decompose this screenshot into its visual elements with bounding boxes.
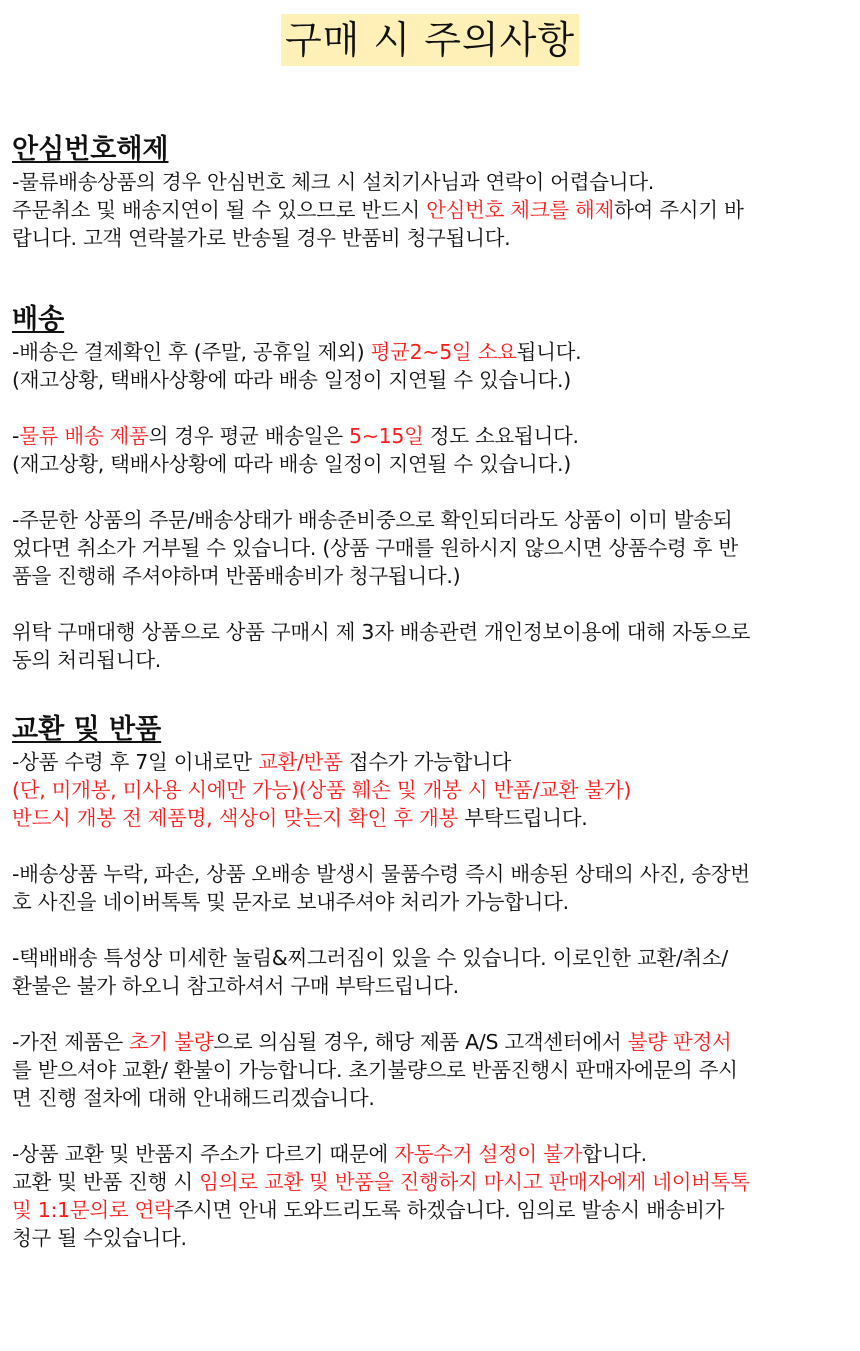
shipping-line-7: 품을 진행해 주셔야하며 반품배송비가 청구됩니다.) [12,564,461,588]
exchange-line-1 [12,748,750,776]
exchange-line-6: -택배배송 특성상 미세한 눌림&찌그러짐이 있을 수 있습니다. 이로인한 교환/취소/ [12,946,729,970]
highlight-text: 반드시 개봉 전 제품명, 색상이 맞는지 확인 후 개봉 [12,806,459,830]
highlight-text: 임의로 교환 및 반품을 진행하지 마시고 판매자에게 네이버톡톡 [199,1170,750,1194]
shipping-line-5: -주문한 상품의 주문/배송상태가 배송준비중으로 확인되더라도 상품이 이미 발송되 [12,508,733,532]
safe-number-line-2 [12,196,744,224]
section-heading-exchange: 교환 및 반품 [12,714,162,745]
text: 주문취소 및 배송지연이 될 수 있으므로 반드시 [12,198,427,222]
section-exchange [12,712,750,1252]
section-heading-safe-number: 안심번호해제 [12,134,169,165]
text: 정도 소요됩니다. [423,424,579,448]
exchange-line-14: 청구 될 수있습니다. [12,1226,187,1250]
section-safe-number [12,132,744,252]
section-heading-shipping: 배송 [12,304,65,335]
shipping-line-6: 었다면 취소가 거부될 수 있습니다. (상품 구매를 원하시지 않으시면 상품수령 후 반 [12,536,738,560]
text: -가전 제품은 [12,1030,130,1054]
exchange-line-10: 면 진행 절차에 대해 안내해드리겠습니다. [12,1086,375,1110]
section-shipping [12,302,750,674]
highlight-text: 자동수거 설정이 불가 [394,1142,583,1166]
text: -배송은 결제확인 후 (주말, 공휴일 제외) [12,340,371,364]
highlight-text: 교환/반품 [257,750,343,774]
text: -상품 수령 후 7일 이내로만 [12,750,258,774]
highlight-text: 초기 불량 [129,1030,214,1054]
highlight-text: 5~15일 [348,424,424,448]
shipping-line-9: 동의 처리됩니다. [12,648,161,672]
safe-number-line-1: -물류배송상품의 경우 안심번호 체크 시 설치기사님과 연락이 어렵습니다. [12,170,654,194]
highlight-text: 불량 판정서 [627,1030,732,1054]
text: 하여 주시기 바 [614,198,744,222]
text: -상품 교환 및 반품지 주소가 다르기 때문에 [12,1142,395,1166]
safe-number-line-3: 랍니다. 고객 연락불가로 반송될 경우 반품비 청구됩니다. [12,226,511,250]
exchange-line-12 [12,1168,750,1196]
shipping-line-1 [12,338,750,366]
text: 됩니다. [516,340,582,364]
text: - [12,424,20,448]
text: 접수가 가능합니다 [342,750,512,774]
exchange-line-9: 를 받으셔야 교환/ 환불이 가능합니다. 초기불량으로 반품진행시 판매자에문의 주시 [12,1058,738,1082]
highlight-text: 평균2~5일 소요 [370,340,517,364]
shipping-line-4: (재고상황, 택배사상황에 따라 배송 일정이 지연될 수 있습니다.) [12,452,571,476]
text: 의 경우 평균 배송일은 [148,424,349,448]
page-title: 구매 시 주의사항 [281,14,579,66]
exchange-line-11 [12,1140,750,1168]
shipping-line-2: (재고상황, 택배사상황에 따라 배송 일정이 지연될 수 있습니다.) [12,368,571,392]
exchange-line-2: (단, 미개봉, 미사용 시에만 가능)(상품 훼손 및 개봉 시 반품/교환 불가) [12,778,632,802]
exchange-line-3 [12,804,750,832]
exchange-line-8 [12,1028,750,1056]
text: 합니다. [582,1142,647,1166]
highlight-text: 안심번호 체크를 해제 [426,198,615,222]
text: 으로 의심될 경우, 해당 제품 A/S 고객센터에서 [213,1030,628,1054]
highlight-text: 물류 배송 제품 [19,424,149,448]
title-area [0,0,860,66]
highlight-text: 및 1:1문의로 연락 [12,1198,174,1222]
exchange-line-7: 환불은 불가 하오니 참고하셔서 구매 부탁드립니다. [12,974,459,998]
exchange-line-4: -배송상품 누락, 파손, 상품 오배송 발생시 물품수령 즉시 배송된 상태의 사진, 송장번 [12,862,750,886]
text: 교환 및 반품 진행 시 [12,1170,200,1194]
shipping-line-8: 위탁 구매대행 상품으로 상품 구매시 제 3자 배송관련 개인정보이용에 대해 자동으로 [12,620,751,644]
shipping-line-3 [12,422,750,450]
text: 주시면 안내 도와드리도록 하겠습니다. 임의로 발송시 배송비가 [173,1198,725,1222]
text: 부탁드립니다. [458,806,588,830]
exchange-line-13 [12,1196,750,1224]
exchange-line-5: 호 사진을 네이버톡톡 및 문자로 보내주셔야 처리가 가능합니다. [12,890,569,914]
